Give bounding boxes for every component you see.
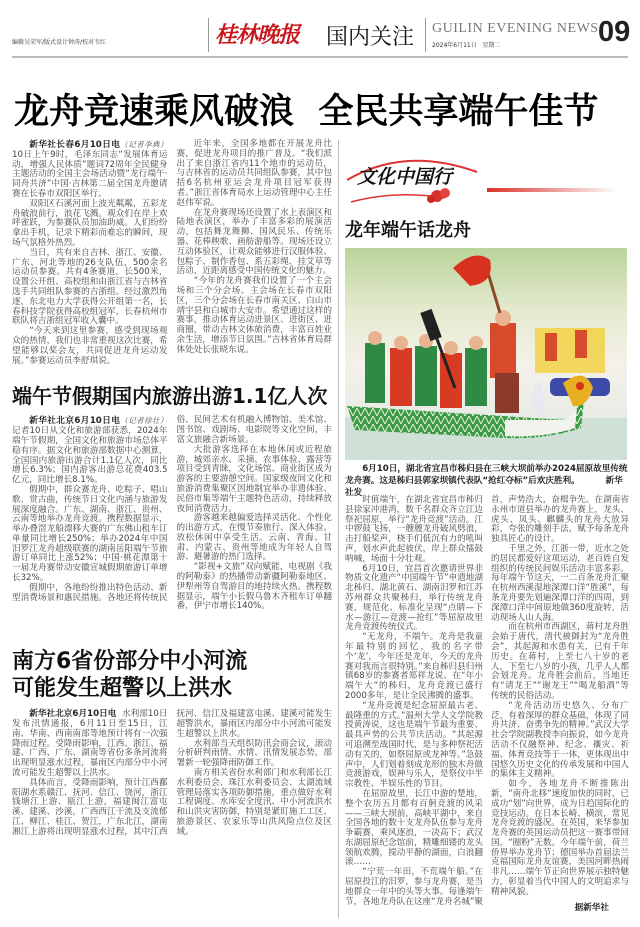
lead-paragraph	[12, 140, 168, 200]
article-flood-warning	[12, 710, 332, 837]
header-divider	[208, 18, 209, 52]
paragraph: 双阳区石溪河面上波光粼粼，五彩龙舟破浪前行，浪花飞溅。观众们在岸上欢呼雀跃，为参赛队员加油助威。人们纷纷拿出手机，记录下精彩而难忘的瞬间，现场气氛格外热烈。	[12, 198, 168, 248]
paragraph: 游客越来越偏爱选择灵活化、个性化的出游方式，在慢节奏旅行、深入体验、放松休闲中享受生活。云南、青海、甘肃、内蒙古、贵州等地成为年轻人自驾游、避暑游的热门选择。	[176, 513, 332, 563]
author: （记者李典）	[120, 140, 168, 149]
paragraph: 在龙舟赛现场还设置了水上表演区和陆地表演区，举办了丰富多彩的展演活动，包括舞龙舞狮、国风民乐、传统乐器、花棒秧歌、画舫游船等。现场还设立互动体验区，让观众能够进行汉服体验、包粽子、制作香包、系五彩绳、挂艾草等活动，近距离感受中国传统文化的魅力。	[176, 207, 332, 277]
paragraph: 南方相关省份水利部门和水利部长江水利委员会、珠江水利委员会、太湖流域管理局落实各项防御措施，重点做好水利工程调度、水库安全度汛、中小河流洪水和山洪灾害防御，特别是紧盯施工工区、旅游景区、农家乐等山洪风险点位及区域。	[176, 768, 332, 837]
author: （记者徐壮）	[120, 416, 168, 426]
lead-text: 记者10日从文化和旅游部获悉，2024年端午节假期，全国文化和旅游市场总体平稳有序。据文化和旅游部数据中心测算，全国国内旅游出游合计1.1亿人次，同比增长6.3%；国内游客出游总花费403.5亿元，同比增长8.1%。	[12, 426, 168, 486]
english-masthead: GUILIN EVENING NEWS	[432, 21, 599, 36]
paragraph: 千里之外，江浙一带，近水之处的居民都爱好这项运动，老百姓自发组织的传统民间娱乐活动丰富多彩。每年端午节这天，一二百条龙舟汇聚在杭州西溪湿地深潭口洋“胜溪”，每条龙舟要先划遍深潭口洋的四周，到深潭口洋中间原地做360度旋转，活动现场人山人海。	[491, 543, 629, 623]
paragraph: 6月10日，宜昌首次邀请世界非物质文化遗产“中国端午节”申遗地湖北秭归、湖北黄石、湖南汨罗和江苏苏州群众共聚秭归，举行传统龙舟赛，规范化、标准化呈现“点睛—下水—游江—竞渡—抢红”等屈原故里龙舟竞渡传统仪式。	[345, 563, 483, 633]
paragraph: “龙舟竞渡是纪念屈原最古老、最隆重的方式。”温州大学人文学院教授黄涛说，这也是端午节最为重要、最具声势的公共节庆活动。“其起源可追溯至战国时代，是与多种祭祀活动有关的，如祭屈原或龙神等。”急鼓声中，人们划着刻成龙形的独木舟做竞渡游戏，娱神与乐人，是祭仪中半宗教性、半娱乐性的节目。	[345, 700, 483, 790]
photo-caption	[345, 463, 629, 499]
lead-paragraph	[12, 710, 168, 779]
dragon-boat-image	[345, 248, 627, 460]
paragraph: 当日，共有来自吉林、浙江、安徽、广东、河北等地的26支队伍，500余名运动员参赛。共有4条赛道，长500米，设置公开组、高校组和由浙江省与吉林省选手共同组队参赛的吉浙组。经过激烈角逐，东北电力大学获得公开组第一名，长春科技学院获得高校组冠军，长春杭州市联队将吉浙组冠军收入囊中。	[12, 247, 168, 327]
travel-headline: 端午节假期国内旅游出游1.1亿人次	[12, 384, 328, 409]
dateline: 新华社北京6月10日电	[29, 709, 117, 720]
lead-text: 水利部10日发布汛情通报，6月11日至15日，江南、华南、西南南部等地预计将有一次强降雨过程。受降雨影响，江西、浙江、福建、广西、广东、湖南等省份多条河流将出现明显涨水过程，暴雨区内部分中小河流可能发生超警以上洪水。	[12, 709, 168, 779]
paragraph: 水利部当天组织防汛会商会议，滚动分析研判雨情、水情、汛情发展态势，部署新一轮强降雨防御工作。	[176, 738, 332, 769]
newspaper-logo: 桂林晚报	[215, 22, 300, 48]
paragraph: “无龙舟，不端午。龙舟是我童年最特别的回忆，我的名字带个‘龙’，今年还是龙年，今天的龙舟赛对我而言很特别。”来自秭归县归州镇68岁的参赛者郑祥龙说。在“年小端午大”的秭归，龙舟竞渡已盛行2000多年，是让全民沸腾的盛事。	[345, 632, 483, 701]
dragon-boat-photo	[345, 248, 627, 460]
left-news-column	[12, 140, 332, 838]
date: 2024年6月11日	[432, 42, 477, 49]
paragraph: “影视+文旅”双向赋能，电视剧《我的阿勒泰》的热播带动新疆阿勒泰地区、伊犁州等自驾游目的地持续火热。携程数据显示，端午小长假乌鲁木齐租车订单翻番，伊宁市增长140%。	[176, 562, 332, 612]
page-number: 09	[598, 16, 631, 48]
headline-line: 南方6省份部分中小河流	[12, 649, 248, 675]
paragraph: 如今，各地龙舟不断推陈出新，“南舟北移”速度加快的同时，已成功“划”向世界，成为日趋国际化的竞技运动。在日本长崎、横滨，常见龙舟竞渡的盛况。在英国，来华参加龙舟赛的英国运动员把这一赛事带回国，“圈粉”无数。今年端午前，荷兰侨界举办龙舟节；德国举办首届法兰克福国际龙舟友谊赛，美国河畔热闹非凡……端午节正向世界展示独特魅力，彰显着当代中国人的文明追求与精神风貌。	[491, 779, 629, 897]
paragraph: “宁荒一年田，不荒端午船。”在屈原投江的汨罗，参与龙舟赛，是当地群众一年中的头等大事。每逢端午节，各地龙舟队在这座“龙舟名城”聚首，声势浩大，奋楫争先。在湖南省永州市道县举办的龙舟赛上，龙头、虎头、凤头、麒麟头的龙舟大放异彩，夸张的雕刻手法，赋予每条龙舟独具匠心的设计。	[345, 495, 629, 907]
paragraph: “今天来到这里参赛，感受到现场观众的热情，我们也非常重视这次比赛，希望能够以桨会友，共同促进龙舟运动发展。”参赛运动员李舒琪说。	[12, 326, 168, 366]
paragraph: “龙舟活动历史悠久、分布广泛，有着深厚的群众基础，体现了同舟共济、奋勇争先的精神。”武汉大学社会学院副教授李向振说，如今龙舟活动不仅融祭神、纪念、禳灾、祈福、体育竞技等于一体，更体现出中国悠久历史文化的传承发展和中国人的集体主义精神。	[491, 700, 629, 780]
photo-credit: 新华社发	[345, 476, 623, 498]
lead-paragraph	[12, 416, 168, 486]
main-headline: 龙舟竞速乘风破浪 全民共享端午佳节	[14, 92, 599, 132]
paragraph: 时值端午，在湖北省宜昌市秭归县徐家冲港湾，数千名群众齐立江边祭祀屈原，举行“龙舟竞渡”活动。江中锣鼓飞扬，一艘艘龙舟破风劈浪，击打船桨声，桡手们低沉有力的吼叫声，划水声此起彼伏，岸上群众擂鼓呐喊，场面十分壮观。	[345, 495, 483, 564]
culture-headline: 龙年端午话龙舟	[345, 220, 471, 241]
issue-date	[432, 40, 500, 49]
header-divider	[425, 18, 426, 52]
flood-headline	[12, 648, 332, 702]
paragraph: 而在杭州市西湖区，蒋村龙舟胜会始于唐代，清代被御封为“龙舟胜会”，其起源和水患有关，已有千年历史。在蒋村，上至七八十岁的老人，下至七八岁的小孩，几乎人人都会划龙舟。龙舟胜会前后，当地还有“请龙王”“谢龙王”“喝龙船酒”等传统的民俗活动。	[491, 622, 629, 701]
column-logo-text: 文化中国行	[357, 166, 453, 188]
caption-text: 6月10日，湖北省宜昌市秭归县在三峡大坝前举办2024屈原故里传统龙舟赛。这是秭归县郭家坝镇代表队“抢红夺标”后欢庆胜利。	[345, 464, 628, 486]
section-title: 国内关注	[326, 25, 415, 50]
paragraph: 假期中，各地纷纷推出特色活动、新型消费场景和惠民措施。各地还将传统民俗、民间艺术有机融入博物馆、美术馆、图书馆、戏剧场、电影院等文化空间，丰富文旅融合新场景。	[12, 415, 332, 603]
article-dragon-boat-culture	[345, 496, 629, 913]
headline-line: 可能发生超警以上洪水	[12, 676, 233, 702]
paragraph: 在屈原故里，长江中游的楚地，整个农历五月都有百舸竞渡的风采——三峡大坝前，高峡平湖中，来自全国各地的数十支龙舟队伍参与龙舟争霸赛，乘风逐浪，一决高下；武汉东湖屈原纪念馆前，精雕细镂的龙头领航欢腾，搅动平静的湖面，白浪翻滚……	[345, 788, 483, 868]
paragraph: 近年来，全国多地都在开展龙舟比赛，促进龙舟项目的推广普及。“我们派出了来自浙江省内11个地市的运动员，与吉林省的运动员共同组队参赛，其中包括6名杭州亚运会龙舟项目冠军获得者。”浙江省体育局水上运动管理中心主任赵伟军说。	[176, 139, 332, 208]
weekday: 星期二	[482, 42, 501, 49]
lead-text: 10日上午9时，毛泽东同志“发展体育运动，增强人民体质”题词72周年全民健身主题活动的全国主会场活动暨“龙行端午·同舟共济”中国·吉林第二届全国龙舟邀请赛在长春市双阳区举行。	[12, 149, 168, 199]
paragraph: “今年的龙舟赛我们设置了一个主会场和三个分会场。主会场在长春市双阳区，三个分会场在长春市南关区、白山市靖宇县和白城市大安市。希望通过这样的赛事，推动体育运动进景区、进街区、进商圈，带动吉林文体旅消费，丰富百姓业余生活，增添节日氛围。”吉林省体育局群体处处长张晓东说。	[176, 276, 332, 355]
paragraph: 具体而言，受降雨影响，预计江西鄱阳湖水系赣江、抚河、信江、饶河，浙江钱塘江上游、瓯江上游，福建闽江富屯溪、建溪、沙溪，广西西江干流及支流郁江、柳江、桂江、贺江，广东北江，湖南湘江上游将出现明显涨水过程，其中江西抚河、信江及福建富屯溪、建溪可能发生超警洪水，暴雨区内部分中小河流可能发生超警以上洪水。	[12, 709, 332, 837]
paragraph: 大批游客选择在本地休闲或近程旅游，城郊亲水、采摘、农事体验、露营等项目受到青睐，文化场馆、商业街区成为游客的主要游憩空间。国家级夜间文化和旅游消费集聚区因地制宜举办非遗体验、民俗市集等端午主题特色活动，持续释放夜间消费活力。	[176, 444, 332, 514]
culture-column-logo	[345, 150, 485, 210]
column-divider	[338, 140, 339, 918]
byline: 据新华社	[574, 902, 609, 913]
article-holiday-travel	[12, 416, 332, 612]
dateline: 新华社北京6月10日电	[29, 416, 121, 427]
dateline: 新华社长春6月10日电	[29, 140, 121, 150]
paragraph: 假期中，群众赛龙舟、吃粽子、唱山歌、赏古曲，传统节日文化内涵与旅游发展深度融合。广东、湖南、浙江、贵州、云南等地举办龙舟竞渡。携程数据显示，举办叠滘龙船漂移大赛的广东佛山租车订单量同比增长250%；举办2024年中国汨罗江龙舟超级联赛的湖南岳阳端午节旅游订单同比上涨52%；中国·桃花潭第十一届龙舟赛带动安徽宣城假期旅游订单增长32%。	[12, 484, 168, 584]
editor-credits: 编辑吴荣军/版式设计钟涛/校对韦红	[12, 39, 107, 46]
red-accent-bar	[487, 188, 617, 192]
article-dragon-boat-changchun	[12, 140, 332, 366]
header-rule	[12, 56, 628, 58]
